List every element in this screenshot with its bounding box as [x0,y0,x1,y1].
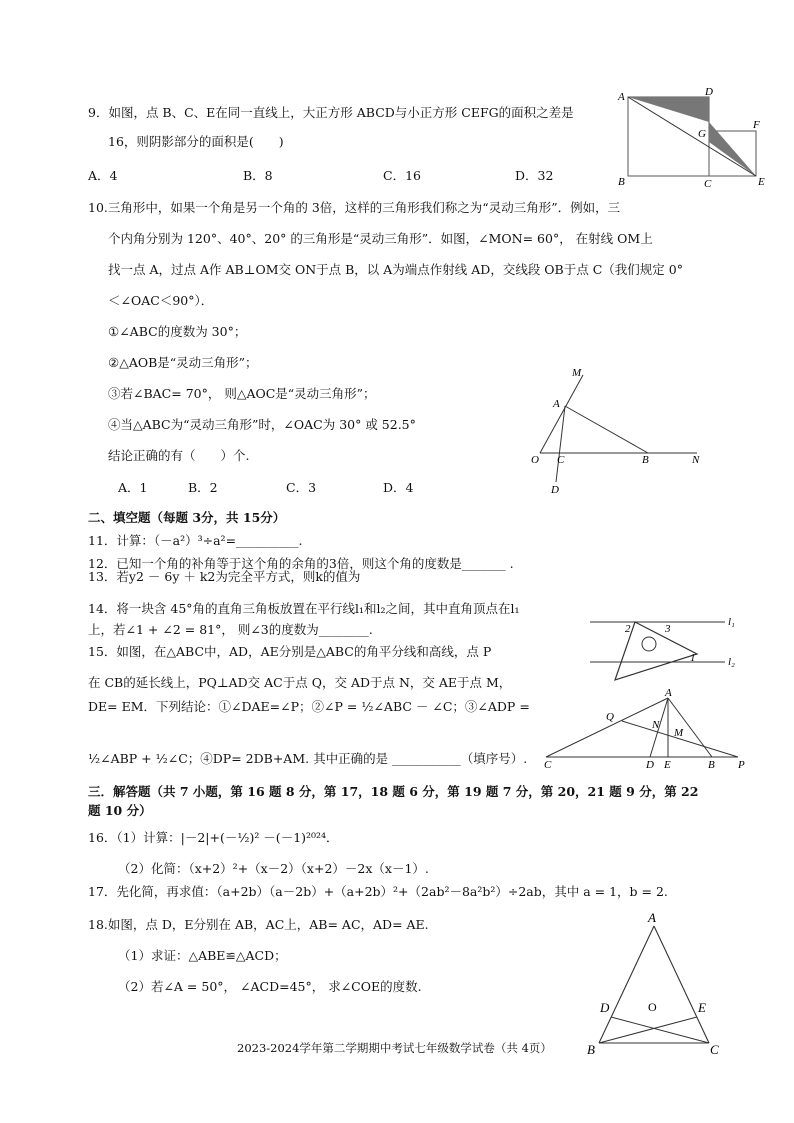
q10-line2: 个内角分别为 120°、40°、20° 的三角形是“灵动三角形”．如图，∠MON= 60°， 在射线 OM上 [108,231,653,246]
q10-statement-1: ①∠ABC的度数为 30°； [108,324,247,339]
q17: 17．先化简，再求值：（a+2b）（a－2b）+（a+2b）²+（2ab²－8a²b²）÷2ab，其中 a = 1，b = 2. [88,884,668,899]
q9-label: B [618,176,625,188]
q11: 11．计算：（－a²）³÷a²=__________. [88,533,303,548]
q10-conclusion: 结论正确的有（ ）个. [108,448,250,463]
q10-line3: 找一点 A，过点 A作 AB⊥OM交 ON于点 B，以 A为端点作射线 AD，交线段 OB于点 C（我们规定 0° [108,262,683,277]
q13: 13．若y2 － 6y ＋ k2为完全平方式，则k的值为 [88,569,361,584]
q16-part2: （2）化简：（x+2）²+（x－2）（x+2）－2x（x－1）. [118,861,429,876]
q14-label: l₁ [728,616,735,628]
section-3-title-line2: 题 10 分） [88,803,152,818]
q15-triangle-figure [538,688,750,772]
q18-label: C [710,1042,719,1057]
q10-statement-2: ②△AOB是“灵动三角形”； [108,355,258,370]
q14-label: 3 [665,623,671,635]
q10-option-a: A．1 [118,480,148,495]
q10-statement-4: ④当△ABC为“灵动三角形”时，∠OAC为 30° 或 52.5° [108,417,416,432]
q15-label: D [646,759,654,771]
q9-squares-figure [612,88,772,192]
q10-line4: ＜∠OAC＜90°）． [108,293,214,308]
q18-label: E [698,1000,706,1015]
q14-label: 1 [690,652,696,664]
q9-label: E [758,176,765,188]
q15-label: C [544,759,552,771]
q9-line1: 9．如图，点 B、C、E在同一直线上，大正方形 ABCD与小正方形 CEFG的面积之差是 [88,105,574,120]
q10-label: O [531,454,539,466]
q10-label: B [642,454,649,466]
section-2-title: 二、填空题（每题 3分，共 15分） [88,510,286,525]
page-footer: 2023-2024学年第二学期期中考试七年级数学试卷（共 4页） [237,1041,552,1055]
q10-label: N [692,454,700,466]
q9-label: C [704,178,712,190]
q10-statement-3: ③若∠BAC= 70°， 则△AOC是“灵动三角形”； [108,386,376,401]
q10-option-c: C．3 [286,480,317,495]
q9-label: A [618,91,625,103]
q15-line3: DE= EM．下列结论：①∠DAE=∠P；②∠P = ½∠ABC － ∠C；③∠ADP = [88,699,530,714]
q18-label: O [648,1000,657,1014]
q15-label: N [652,719,660,731]
q14-parallel-lines-figure [585,612,745,692]
q15-line2: 在 CB的延长线上，PQ⊥AD交 AC于点 Q，交 AD于点 N，交 AE于点 M， [88,675,512,690]
q18-part1: （1）求证：△ABE≌△ACD； [118,948,287,963]
q9-option-b: B．8 [243,168,273,183]
q18-label: D [600,1000,610,1015]
q9-option-a: A．4 [88,168,118,183]
q10-option-d: D．4 [383,480,414,495]
q18-triangle-figure [584,908,724,1058]
q15-label: P [738,759,745,771]
q16-part1: 16．（1）计算：|－2|+(－½)² －(－1)²⁰²⁴． [88,830,339,845]
q10-label: A [553,398,560,410]
q10-label: M [572,367,582,379]
q9-label: D [705,88,713,98]
section-3-title-line1: 三．解答题（共 7 小题，第 16 题 8 分，第 17，18 题 6 分，第 19 题 7 分，第 20，21 题 9 分，第 22 [88,784,699,799]
q9-label: F [753,119,760,131]
q10-option-b: B．2 [188,480,218,495]
q15-label: M [674,727,684,739]
q18: 18.如图，点 D，E分别在 AB，AC上，AB= AC，AD= AE. [88,917,429,932]
q15-line1: 15．如图，在△ABC中，AD，AE分别是△ABC的角平分线和高线，点 P [88,644,492,659]
q18-label: A [648,910,656,925]
q14-label: 2 [625,623,631,635]
q14-line1: 14．将一块含 45°角的直角三角板放置在平行线l₁和l₂之间，其中直角顶点在l₁ [88,601,520,616]
q9-label: G [698,128,706,140]
q14-line2: 上，若∠1 + ∠2 = 81°， 则∠3的度数为________. [88,622,373,637]
q15-label: A [665,688,672,699]
q18-label: B [587,1042,595,1057]
q18-part2: （2）若∠A = 50°， ∠ACD=45°， 求∠COE的度数. [118,979,422,994]
q14-label: l₂ [728,656,735,668]
q9-option-c: C．16 [383,168,421,183]
q12: 12．已知一个角的补角等于这个角的余角的3倍，则这个角的度数是_______ . [88,556,514,571]
q9-option-d: D．32 [515,168,554,183]
q15-line4: ½∠ABP + ½∠C；④DP= 2DB+AM. 其中正确的是 ___________（填序号）. [88,751,528,766]
q10-line1: 10.三角形中，如果一个角是另一个角的 3倍，这样的三角形我们称之为“灵动三角形”．例如，三 [88,200,621,215]
q10-angle-figure [525,362,715,496]
q15-label: E [664,759,671,771]
q10-label: D [551,484,559,496]
q15-label: Q [606,711,614,723]
q9-line2: 16，则阴影部分的面积是( ) [108,134,284,149]
q10-label: C [557,454,565,466]
q15-label: B [708,759,715,771]
